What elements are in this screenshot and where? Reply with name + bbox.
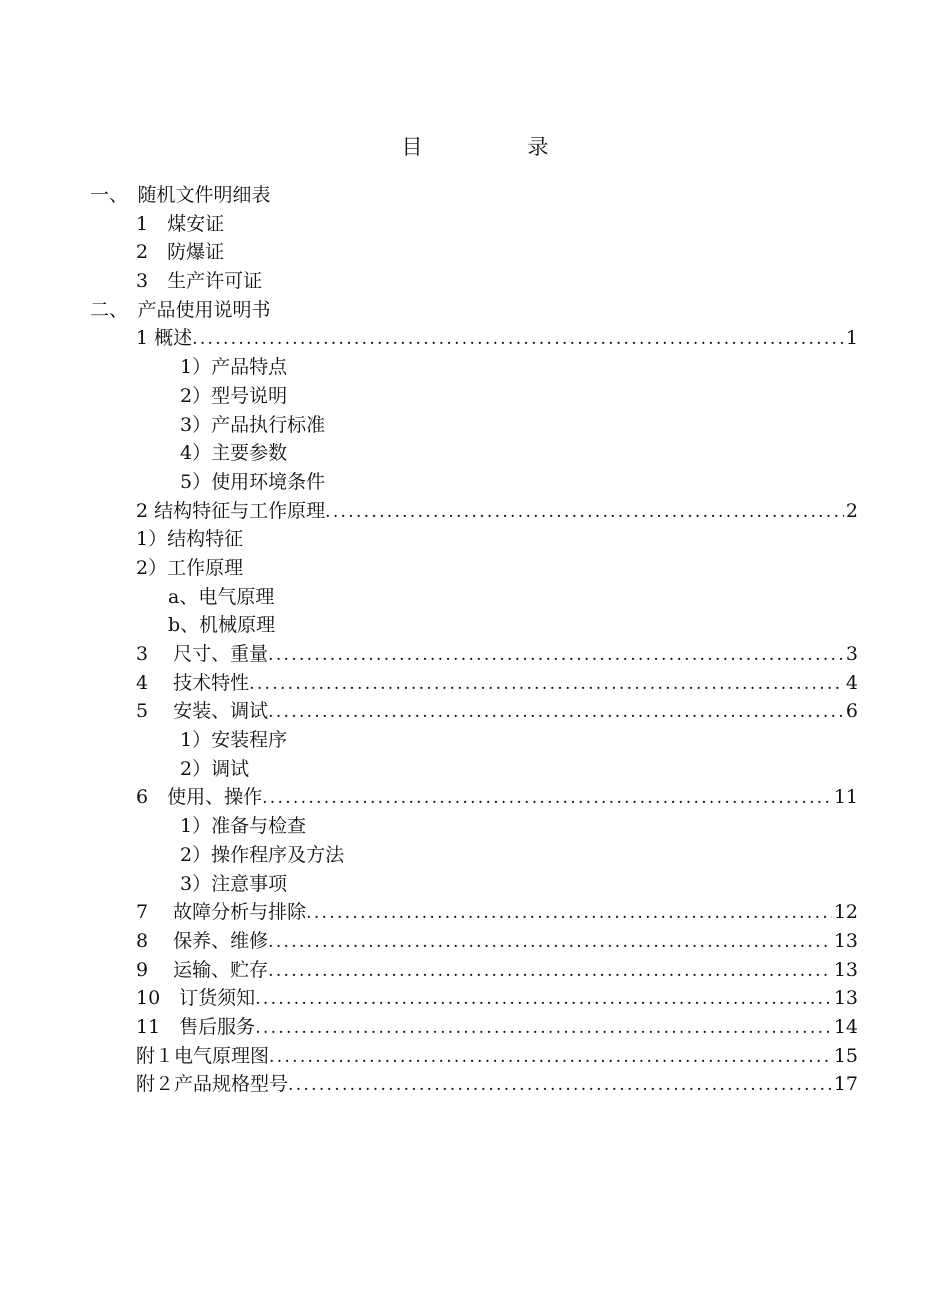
toc-entry-page: 12 [833,901,858,924]
toc-leader-dots [268,641,844,670]
toc-entry-page: 6 [845,700,858,723]
toc-entry-label: 7 故障分析与排除 [136,901,307,924]
toc-entry-label: 3 尺寸、重量 [136,643,269,665]
toc-entry-label: 4）主要参数 [180,442,288,465]
toc-entry [0,468,950,497]
toc-entry [0,755,950,784]
toc-entry [0,812,950,841]
toc-entry-label: 2）操作程序及方法 [180,843,345,866]
toc-entry [0,1042,950,1071]
toc-entry [0,870,950,899]
toc-entry [0,181,950,210]
toc-entry-label: 10 订货须知 [136,987,256,1010]
toc-entry-label: 2 防爆证 [136,241,225,264]
toc-entry-label: 5 安装、调试 [136,700,269,723]
toc-leader-dots [288,1071,832,1100]
toc-entry [0,726,950,755]
toc-entry [0,554,950,583]
toc-entry-label: 1）产品特点 [180,356,288,379]
toc-leader-dots [306,899,832,928]
toc-entry [0,583,950,612]
toc-entry [0,497,950,526]
toc-leader-dots [269,1043,832,1072]
toc-entry-label: b、机械原理 [168,614,276,637]
toc-leader-dots [268,698,844,727]
toc-entry [0,238,950,267]
toc-entry-label: 附１电气原理图 [136,1044,270,1067]
toc-entry [0,439,950,468]
toc-entry-label: 2 结构特征与工作原理 [136,499,326,522]
toc-entry-page: 13 [833,958,858,981]
table-of-contents [0,181,950,1099]
toc-leader-dots [268,928,832,957]
toc-entry-page: 4 [845,671,858,694]
toc-leader-dots [249,670,844,699]
toc-leader-dots [255,985,832,1014]
toc-entry-page: 11 [833,786,858,809]
toc-entry [0,382,950,411]
toc-entry [0,1070,950,1099]
toc-entry-page: 2 [845,499,858,522]
toc-entry-label: 2）型号说明 [180,384,288,407]
toc-leader-dots [325,498,844,527]
toc-entry [0,267,950,296]
toc-entry-label: 1）安装程序 [180,729,288,752]
toc-entry-label: 11 售后服务 [136,1015,256,1038]
toc-entry [0,669,950,698]
toc-entry-label: 附２产品规格型号 [136,1073,289,1096]
toc-leader-dots [262,784,832,813]
toc-entry-label: 二、 产品使用说明书 [90,298,271,321]
toc-entry-label: 2）工作原理 [136,556,244,579]
toc-entry-page: 14 [833,1015,858,1038]
toc-entry-label: 3 生产许可证 [136,270,263,293]
toc-title: 目 录 [401,135,591,159]
toc-entry [0,697,950,726]
toc-entry-label: 6 使用、操作 [136,786,263,809]
toc-entry-label: 1 概述 [136,327,193,350]
toc-entry [0,841,950,870]
toc-leader-dots [268,957,832,986]
toc-entry [0,411,950,440]
toc-entry-label: 9 运输、贮存 [136,958,269,981]
toc-entry-label: 3）注意事项 [180,872,288,895]
toc-entry [0,210,950,239]
toc-entry [0,1013,950,1042]
toc-entry [0,296,950,325]
toc-entry-label: 4 技术特性 [136,671,250,694]
toc-entry-label: a、电气原理 [168,585,275,608]
toc-entry-label: 1）准备与检查 [180,815,307,838]
toc-entry-page: 15 [833,1044,858,1067]
toc-entry-label: 一、 随机文件明细表 [90,184,271,206]
toc-entry-page: 17 [833,1073,858,1096]
toc-entry [0,956,950,985]
toc-entry-label: 5）使用环境条件 [180,470,326,493]
toc-entry [0,783,950,812]
toc-entry [0,984,950,1013]
toc-entry-label: 3）产品执行标准 [180,413,326,436]
toc-leader-dots [255,1014,832,1043]
toc-leader-dots [192,325,844,354]
toc-entry-page: 1 [845,327,858,350]
toc-entry [0,525,950,554]
toc-entry [0,898,950,927]
toc-entry-page: 13 [833,987,858,1010]
toc-entry-label: 1 煤安证 [136,212,225,235]
toc-entry-page: 3 [845,643,858,665]
toc-entry-label: 8 保养、维修 [136,929,269,952]
toc-entry [0,611,950,640]
toc-entry-label: 2）调试 [180,757,250,780]
toc-entry [0,640,950,669]
toc-entry-label: 1）结构特征 [136,528,244,551]
toc-entry [0,927,950,956]
toc-entry-page: 13 [833,929,858,952]
toc-entry [0,324,950,353]
toc-entry [0,353,950,382]
